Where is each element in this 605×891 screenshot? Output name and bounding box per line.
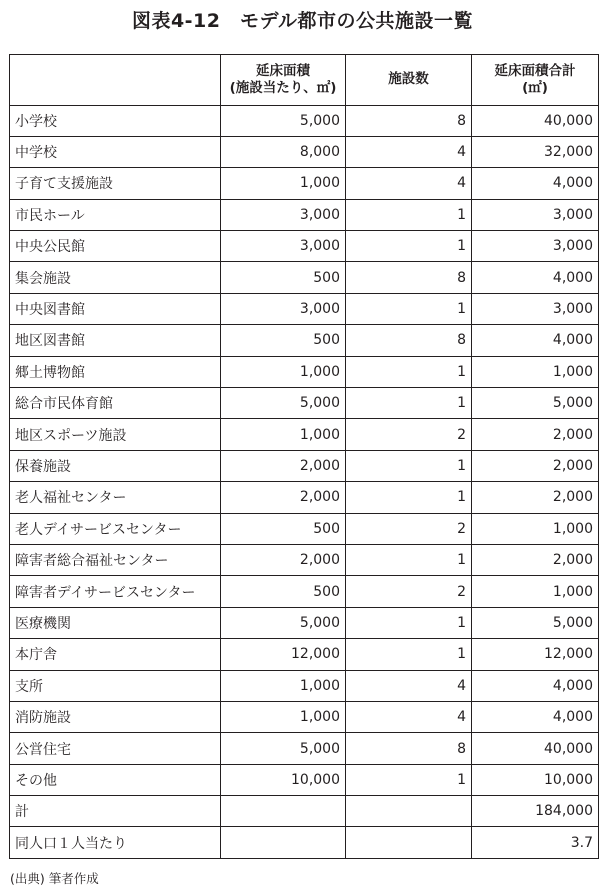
table-row	[10, 168, 599, 199]
facility-name-cell: 集会施設	[10, 262, 221, 293]
table-row	[10, 513, 599, 544]
total-area-cell: 3,000	[472, 293, 599, 324]
facility-count-cell: 1	[346, 544, 472, 575]
total-area-cell: 32,000	[472, 136, 599, 167]
table-row	[10, 262, 599, 293]
total-area-cell: 40,000	[472, 733, 599, 764]
table-row	[10, 544, 599, 575]
total-area-cell: 2,000	[472, 419, 599, 450]
table-row	[10, 105, 599, 136]
facility-name-cell: 公営住宅	[10, 733, 221, 764]
area-per-facility-cell: 5,000	[221, 105, 346, 136]
total-area-cell: 4,000	[472, 670, 599, 701]
facility-count-cell: 8	[346, 325, 472, 356]
table-row	[10, 670, 599, 701]
facility-count-cell: 1	[346, 607, 472, 638]
total-area-cell: 5,000	[472, 388, 599, 419]
area-per-facility-cell: 5,000	[221, 607, 346, 638]
area-per-facility-cell	[221, 827, 346, 858]
facility-count-cell: 4	[346, 670, 472, 701]
table-row	[10, 199, 599, 230]
total-area-cell: 184,000	[472, 796, 599, 827]
header-area-per-facility: 延床面積 (施設当たり、㎡)	[221, 55, 346, 106]
total-area-cell: 3,000	[472, 231, 599, 262]
facility-count-cell: 1	[346, 388, 472, 419]
header-facility-name	[10, 55, 221, 106]
table-row	[10, 733, 599, 764]
facility-name-cell: 障害者デイサービスセンター	[10, 576, 221, 607]
area-per-facility-cell: 1,000	[221, 419, 346, 450]
table-row	[10, 764, 599, 795]
total-area-cell: 4,000	[472, 325, 599, 356]
table-row	[10, 607, 599, 638]
table-row	[10, 136, 599, 167]
table-row	[10, 293, 599, 324]
facility-count-cell: 2	[346, 513, 472, 544]
facility-name-cell: 同人口１人当たり	[10, 827, 221, 858]
area-per-facility-cell	[221, 796, 346, 827]
area-per-facility-cell: 500	[221, 576, 346, 607]
facility-count-cell: 2	[346, 419, 472, 450]
facility-name-cell: 中央図書館	[10, 293, 221, 324]
area-per-facility-cell: 2,000	[221, 482, 346, 513]
table-row	[10, 450, 599, 481]
area-per-facility-cell: 3,000	[221, 231, 346, 262]
facility-count-cell: 8	[346, 105, 472, 136]
total-area-cell: 2,000	[472, 482, 599, 513]
area-per-facility-cell: 3,000	[221, 199, 346, 230]
facility-count-cell: 8	[346, 262, 472, 293]
facility-name-cell: 郷土博物館	[10, 356, 221, 387]
area-per-facility-cell: 2,000	[221, 544, 346, 575]
area-per-facility-cell: 5,000	[221, 388, 346, 419]
facility-name-cell: 障害者総合福祉センター	[10, 544, 221, 575]
total-area-cell: 3,000	[472, 199, 599, 230]
total-area-cell: 4,000	[472, 701, 599, 732]
table-row	[10, 482, 599, 513]
facility-count-cell: 1	[346, 356, 472, 387]
facility-name-cell: 計	[10, 796, 221, 827]
facility-name-cell: 市民ホール	[10, 199, 221, 230]
area-per-facility-cell: 12,000	[221, 639, 346, 670]
facility-count-cell: 1	[346, 764, 472, 795]
table-row	[10, 827, 599, 858]
facility-name-cell: 本庁舎	[10, 639, 221, 670]
facility-count-cell: 4	[346, 168, 472, 199]
total-area-cell: 1,000	[472, 576, 599, 607]
total-area-cell: 40,000	[472, 105, 599, 136]
area-per-facility-cell: 500	[221, 513, 346, 544]
table-row	[10, 419, 599, 450]
table-row	[10, 356, 599, 387]
table-row	[10, 576, 599, 607]
total-area-cell: 2,000	[472, 450, 599, 481]
facility-name-cell: 中央公民館	[10, 231, 221, 262]
public-facilities-table	[9, 54, 599, 859]
total-area-cell: 2,000	[472, 544, 599, 575]
facility-name-cell: 支所	[10, 670, 221, 701]
facility-name-cell: 中学校	[10, 136, 221, 167]
facility-name-cell: 老人デイサービスセンター	[10, 513, 221, 544]
table-row	[10, 325, 599, 356]
facility-name-cell: 小学校	[10, 105, 221, 136]
total-area-cell: 12,000	[472, 639, 599, 670]
facility-count-cell: 1	[346, 199, 472, 230]
table-row	[10, 231, 599, 262]
area-per-facility-cell: 5,000	[221, 733, 346, 764]
facility-name-cell: 総合市民体育館	[10, 388, 221, 419]
facility-count-cell: 1	[346, 639, 472, 670]
facility-name-cell: 子育て支援施設	[10, 168, 221, 199]
facility-count-cell	[346, 796, 472, 827]
facility-name-cell: 消防施設	[10, 701, 221, 732]
total-area-cell: 5,000	[472, 607, 599, 638]
facility-count-cell: 8	[346, 733, 472, 764]
facility-count-cell: 1	[346, 450, 472, 481]
table-body	[10, 105, 599, 858]
area-per-facility-cell: 500	[221, 262, 346, 293]
facility-name-cell: その他	[10, 764, 221, 795]
facility-count-cell: 4	[346, 136, 472, 167]
source-note: (出典) 筆者作成	[10, 871, 99, 886]
facility-name-cell: 保養施設	[10, 450, 221, 481]
header-total-area: 延床面積合計 (㎡)	[472, 55, 599, 106]
figure-title: 図表4-12 モデル都市の公共施設一覧	[131, 10, 474, 32]
facility-name-cell: 医療機関	[10, 607, 221, 638]
area-per-facility-cell: 10,000	[221, 764, 346, 795]
area-per-facility-cell: 1,000	[221, 168, 346, 199]
total-area-cell: 10,000	[472, 764, 599, 795]
total-area-cell: 3.7	[472, 827, 599, 858]
total-area-cell: 1,000	[472, 513, 599, 544]
table-row	[10, 639, 599, 670]
table-row	[10, 701, 599, 732]
facility-count-cell: 2	[346, 576, 472, 607]
area-per-facility-cell: 1,000	[221, 356, 346, 387]
area-per-facility-cell: 2,000	[221, 450, 346, 481]
facility-name-cell: 地区スポーツ施設	[10, 419, 221, 450]
facility-name-cell: 老人福祉センター	[10, 482, 221, 513]
area-per-facility-cell: 500	[221, 325, 346, 356]
total-area-cell: 1,000	[472, 356, 599, 387]
facility-count-cell: 1	[346, 482, 472, 513]
total-area-cell: 4,000	[472, 262, 599, 293]
table-header-row	[10, 55, 599, 106]
facility-count-cell: 1	[346, 293, 472, 324]
facility-name-cell: 地区図書館	[10, 325, 221, 356]
facility-count-cell: 4	[346, 701, 472, 732]
table-row	[10, 796, 599, 827]
table-row	[10, 388, 599, 419]
header-facility-count: 施設数	[346, 55, 472, 106]
facility-count-cell: 1	[346, 231, 472, 262]
facility-count-cell	[346, 827, 472, 858]
total-area-cell: 4,000	[472, 168, 599, 199]
area-per-facility-cell: 1,000	[221, 670, 346, 701]
area-per-facility-cell: 1,000	[221, 701, 346, 732]
area-per-facility-cell: 8,000	[221, 136, 346, 167]
area-per-facility-cell: 3,000	[221, 293, 346, 324]
